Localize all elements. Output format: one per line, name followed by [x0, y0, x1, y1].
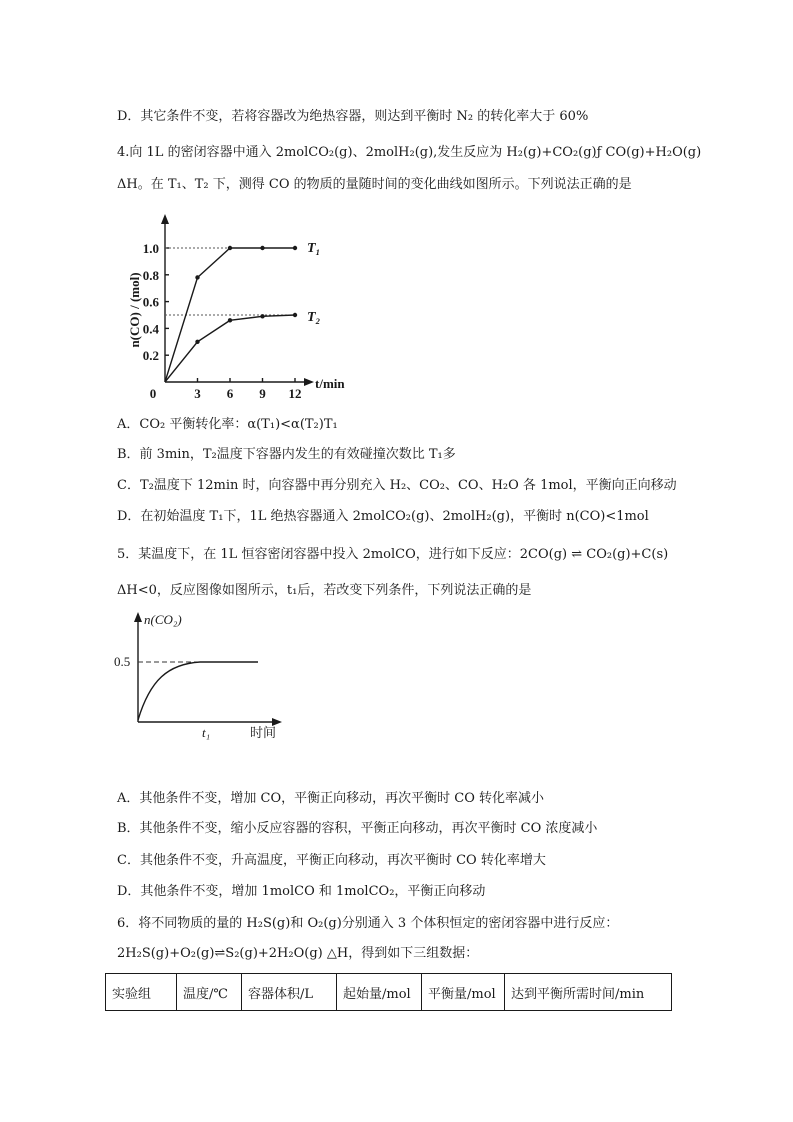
q4-option-d: D．在初始温度 T₁下，1L 绝热容器通入 2molCO₂(g)、2molH₂(g)，平衡时 n(CO)<1mol — [117, 509, 649, 524]
co2-curve — [138, 662, 258, 720]
x-axis-label: 时间 — [250, 725, 277, 740]
x-axis-arrow — [304, 378, 314, 386]
q6-stem-line1: 6．将不同物质的量的 H₂S(g)和 O₂(g)分别通入 3 个体积恒定的密闭容器中进行反应： — [117, 916, 619, 931]
y-tick-label: 0.2 — [142, 348, 159, 364]
q5-option-b: B．其他条件不变，缩小反应容器的容积，平衡正向移动，再次平衡时 CO 浓度减小 — [117, 821, 598, 836]
data-point — [293, 313, 297, 317]
y-axis-arrow — [134, 612, 142, 622]
x-tick-label: 6 — [226, 386, 234, 401]
th-initial: 起始量/mol — [337, 974, 422, 1011]
q4-option-b: B．前 3min，T₂温度下容器内发生的有效碰撞次数比 T₁多 — [117, 447, 456, 462]
x-axis-label: t/min — [315, 376, 345, 391]
y-axis-label: n(CO₂) — [144, 612, 182, 627]
q5-option-d: D．其他条件不变，增加 1molCO 和 1molCO₂，平衡正向移动 — [117, 884, 486, 899]
y-axis-arrow — [161, 214, 169, 224]
x-tick-label: 9 — [259, 386, 266, 401]
th-group: 实验组 — [106, 974, 177, 1011]
th-volume: 容器体积/L — [242, 974, 337, 1011]
q4-option-c: C．T₂温度下 12min 时，向容器中再分别充入 H₂、CO₂、CO、H₂O 各 1mol，平衡向正向移动 — [117, 478, 677, 493]
data-point — [293, 246, 297, 250]
data-point — [228, 246, 232, 250]
data-point — [260, 314, 264, 318]
y-tick-0.5: 0.5 — [114, 654, 131, 669]
data-point — [228, 318, 232, 322]
t1-marker: t₁ — [202, 725, 211, 740]
data-point — [195, 275, 199, 279]
q5-option-c: C．其他条件不变，升高温度，平衡正向移动，再次平衡时 CO 转化率增大 — [117, 853, 546, 868]
q4-chart — [125, 210, 365, 400]
y-tick-label: 0.4 — [142, 321, 159, 337]
th-equilibrium: 平衡量/mol — [422, 974, 505, 1011]
data-point — [195, 340, 199, 344]
x-tick-label: 12 — [288, 386, 302, 401]
y-tick-label: 0.6 — [142, 294, 159, 310]
q4-stem-line2: ΔH。在 T₁、T₂ 下，测得 CO 的物质的量随时间的变化曲线如图所示。下列说法正确的是 — [117, 177, 632, 192]
q4-stem-line1: 4.向 1L 的密闭容器中通入 2molCO₂(g)、2molH₂(g),发生反应为 H₂(g)+CO₂(g)ƒ CO(g)+H₂O(g) — [117, 145, 702, 160]
data-point — [260, 246, 264, 250]
q5-chart — [108, 610, 308, 745]
series-line-2 — [165, 315, 295, 382]
q3-option-d: D．其它条件不变，若将容器改为绝热容器，则达到平衡时 N₂ 的转化率大于 60% — [117, 109, 589, 124]
table-header-row — [106, 974, 672, 1011]
q6-table — [105, 973, 672, 1011]
q4-option-a: A．CO₂ 平衡转化率：α(T₁)<α(T₂)T₁ — [117, 417, 338, 432]
series-label-t1: T₁ — [307, 241, 321, 256]
th-temp: 温度/℃ — [177, 974, 242, 1011]
y-tick-label: 1.0 — [142, 241, 159, 256]
q6-stem-line2: 2H₂S(g)+O₂(g)⇌S₂(g)+2H₂O(g) △H，得到如下三组数据： — [117, 946, 479, 961]
th-time: 达到平衡所需时间/min — [505, 974, 672, 1011]
series-label-t2: T₂ — [307, 310, 321, 325]
q5-option-a: A．其他条件不变，增加 CO，平衡正向移动，再次平衡时 CO 转化率减小 — [117, 791, 544, 806]
x-tick-label: 0 — [149, 386, 157, 401]
q5-stem-line2: ΔH<0，反应图像如图所示，t₁后，若改变下列条件，下列说法正确的是 — [117, 583, 532, 598]
x-tick-label: 3 — [194, 386, 201, 401]
q5-stem-line1: 5．某温度下，在 1L 恒容密闭容器中投入 2molCO，进行如下反应：2CO(g) ⇌ CO₂(g)+C(s) — [117, 547, 669, 562]
y-axis-label: n(CO) / (mol) — [127, 272, 142, 348]
y-tick-label: 0.8 — [142, 267, 159, 283]
